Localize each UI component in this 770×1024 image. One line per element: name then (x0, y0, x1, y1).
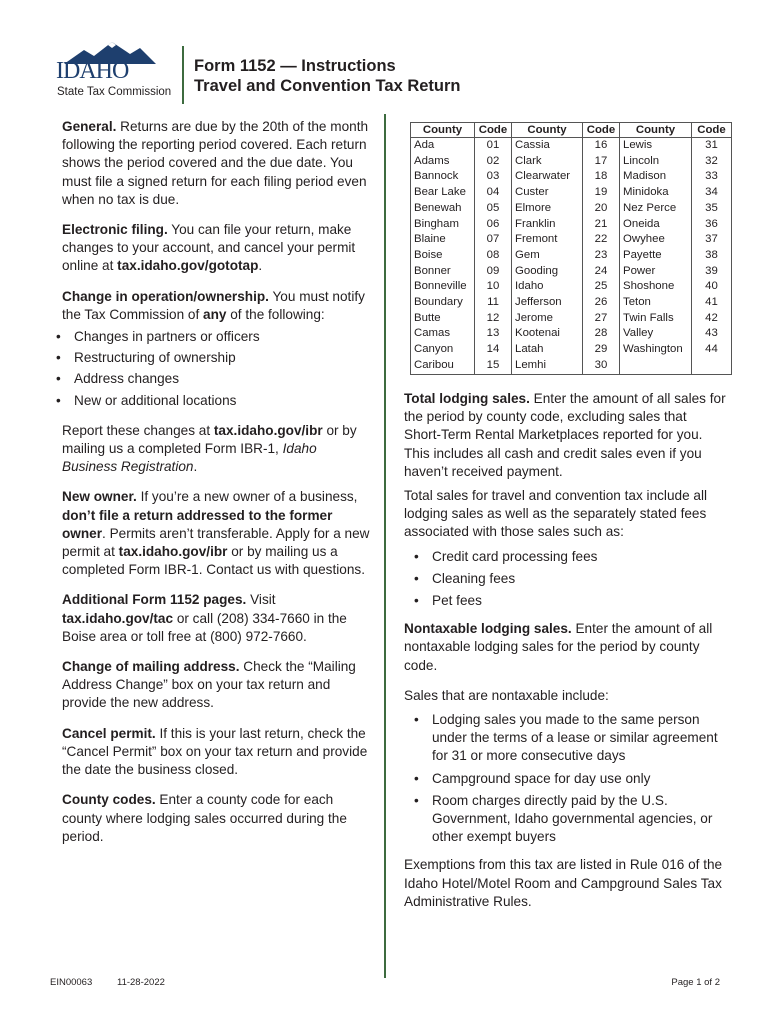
county-name-cell: Bannock (411, 169, 475, 185)
county-name-cell: Caribou (411, 358, 475, 374)
county-code-cell: 32 (692, 154, 732, 170)
right-column (404, 390, 726, 917)
county-code-cell: 17 (583, 154, 620, 170)
county-code-cell: 03 (475, 169, 512, 185)
ibr-link[interactable]: tax.idaho.gov/ibr (213, 422, 323, 438)
county-name-cell: Washington (620, 342, 692, 358)
fee-list (404, 548, 726, 611)
change-ownership-section: Change in operation/ownership. You must notify the Tax Commission of any of the following: (62, 288, 365, 322)
county-code-cell: 26 (583, 295, 620, 311)
county-code-cell: 01 (475, 138, 512, 154)
county-code-cell: 19 (583, 185, 620, 201)
column-divider (384, 114, 386, 978)
table-row (411, 358, 732, 374)
county-name-cell: Custer (512, 185, 583, 201)
column-header: Code (583, 123, 620, 138)
county-code-cell: 15 (475, 358, 512, 374)
form-id: EIN00063 (50, 977, 93, 988)
county-code-cell: 27 (583, 311, 620, 327)
county-name-cell: Cassia (512, 138, 583, 154)
county-code-cell: 11 (475, 295, 512, 311)
title-line-1: Form 1152 — Instructions (194, 57, 396, 75)
county-code-cell: 09 (475, 264, 512, 280)
electronic-filing-section: Electronic filing. You can file your return, make changes to your account, and cancel your permit online at tax.idaho.gov/gototap. (62, 222, 356, 274)
county-name-cell: Power (620, 264, 692, 280)
county-code-cell: 06 (475, 217, 512, 233)
county-name-cell: Fremont (512, 232, 583, 248)
page-number: Page 1 of 2 (671, 977, 720, 988)
county-code-cell: 43 (692, 326, 732, 342)
revision-date: 11-28-2022 (117, 977, 165, 988)
column-header: Code (475, 123, 512, 138)
gototap-link[interactable]: tax.idaho.gov/gototap (117, 258, 259, 274)
list-item: • Address changes (52, 370, 372, 388)
total-sales-intro: Total sales for travel and convention tax include all lodging sales as well as the separately stated fees associated with those sales such as: (404, 488, 708, 540)
county-code-cell: 36 (692, 217, 732, 233)
ibr-link-2[interactable]: tax.idaho.gov/ibr (118, 544, 228, 560)
list-item: • Restructuring of ownership (52, 349, 372, 367)
table-row (411, 232, 732, 248)
county-name-cell (620, 358, 692, 374)
total-lodging-section: Total lodging sales. Enter the amount of all sales for the period by county code, excluding sales that Short-Term Rental Marketplaces reported for you. This includes all cash and credit sales even if you haven’t received payment. (404, 391, 726, 479)
table-row (411, 217, 732, 233)
table-row (411, 326, 732, 342)
page-title (194, 56, 461, 96)
county-name-cell: Butte (411, 311, 475, 327)
county-name-cell: Adams (411, 154, 475, 170)
county-name-cell: Idaho (512, 279, 583, 295)
county-code-cell: 21 (583, 217, 620, 233)
list-item: • New or additional locations (52, 392, 372, 410)
county-name-cell: Lincoln (620, 154, 692, 170)
exemptions-text: Exemptions from this tax are listed in Rule 016 of the Idaho Hotel/Motel Room and Campground Sales Tax Administrative Rules. (404, 857, 723, 909)
county-code-cell: 42 (692, 311, 732, 327)
county-code-cell: 16 (583, 138, 620, 154)
county-name-cell: Bingham (411, 217, 475, 233)
table-row (411, 185, 732, 201)
county-name-cell: Bonneville (411, 279, 475, 295)
county-code-cell: 31 (692, 138, 732, 154)
county-code-table (410, 122, 732, 375)
county-name-cell: Jerome (512, 311, 583, 327)
new-owner-section: New owner. If you’re a new owner of a business, don’t file a return addressed to the former owner. Permits aren’t transferable. Apply for a new permit at tax.idaho.gov/ibr or by mailing us a completed Form IBR-1. Contact us with questions. (62, 489, 370, 578)
county-name-cell: Payette (620, 248, 692, 264)
county-name-cell: Benewah (411, 201, 475, 217)
county-code-cell: 30 (583, 358, 620, 374)
header-divider (182, 46, 184, 104)
table-row (411, 169, 732, 185)
mailing-address-section: Change of mailing address. Check the “Mailing Address Change” box on your tax return and provide the new address. (62, 659, 356, 711)
list-item: • Room charges directly paid by the U.S. Government, Idaho governmental agencies, or other exempt buyers (404, 792, 726, 847)
general-section: General. Returns are due by the 20th of the month following the reporting period covered. Each return shows the period covered and the due date. You must file a signed return for each filing period even when no tax is due. (62, 119, 369, 207)
county-name-cell: Bear Lake (411, 185, 475, 201)
county-name-cell: Clark (512, 154, 583, 170)
tac-link[interactable]: tax.idaho.gov/tac (62, 610, 174, 626)
table-row (411, 264, 732, 280)
county-code-cell: 04 (475, 185, 512, 201)
table-row (411, 279, 732, 295)
county-codes-section: County codes. Enter a county code for each county where lodging sales occurred during the period. (62, 792, 347, 844)
county-name-cell: Camas (411, 326, 475, 342)
county-code-cell: 14 (475, 342, 512, 358)
county-name-cell: Canyon (411, 342, 475, 358)
county-code-cell: 33 (692, 169, 732, 185)
county-code-cell: 38 (692, 248, 732, 264)
county-code-cell: 22 (583, 232, 620, 248)
county-table-body (411, 138, 732, 375)
title-line-2: Travel and Convention Tax Return (194, 77, 461, 95)
county-code-cell: 24 (583, 264, 620, 280)
county-name-cell: Jefferson (512, 295, 583, 311)
county-name-cell: Teton (620, 295, 692, 311)
list-item: • Pet fees (404, 592, 726, 610)
county-name-cell: Madison (620, 169, 692, 185)
cancel-permit-section: Cancel permit. If this is your last return, check the “Cancel Permit” box on your tax return and provide the date the business closed. (62, 725, 368, 778)
table-row (411, 138, 732, 154)
table-row (411, 311, 732, 327)
column-header: Code (692, 123, 732, 138)
list-item: • Lodging sales you made to the same person under the terms of a lease or similar agreement for 31 or more consecutive days (404, 711, 726, 766)
county-code-cell (692, 358, 732, 374)
table-row (411, 248, 732, 264)
idaho-logo (50, 40, 176, 102)
county-name-cell: Latah (512, 342, 583, 358)
county-code-cell: 25 (583, 279, 620, 295)
county-code-cell: 41 (692, 295, 732, 311)
county-code-cell: 35 (692, 201, 732, 217)
nontaxable-section: Nontaxable lodging sales. Enter the amount of all nontaxable lodging sales for the period by county code. (404, 621, 713, 673)
left-column (62, 118, 372, 858)
county-name-cell: Ada (411, 138, 475, 154)
county-code-cell: 13 (475, 326, 512, 342)
county-code-cell: 34 (692, 185, 732, 201)
column-header: County (512, 123, 583, 138)
county-code-cell: 20 (583, 201, 620, 217)
report-changes-text: Report these changes at tax.idaho.gov/ibr or by mailing us a completed Form IBR-1, Idaho Business Registration. (62, 422, 357, 475)
county-name-cell: Gem (512, 248, 583, 264)
county-code-cell: 18 (583, 169, 620, 185)
county-name-cell: Twin Falls (620, 311, 692, 327)
table-row (411, 342, 732, 358)
county-code-cell: 10 (475, 279, 512, 295)
list-item: • Credit card processing fees (404, 548, 726, 566)
list-item: • Cleaning fees (404, 570, 726, 588)
county-name-cell: Valley (620, 326, 692, 342)
county-code-cell: 28 (583, 326, 620, 342)
county-name-cell: Gooding (512, 264, 583, 280)
county-code-cell: 29 (583, 342, 620, 358)
county-code-cell: 40 (692, 279, 732, 295)
county-name-cell: Lemhi (512, 358, 583, 374)
table-row (411, 201, 732, 217)
county-code-cell: 37 (692, 232, 732, 248)
nontaxable-list (404, 711, 726, 846)
county-name-cell: Blaine (411, 232, 475, 248)
county-name-cell: Lewis (620, 138, 692, 154)
county-name-cell: Oneida (620, 217, 692, 233)
logo-subtitle: State Tax Commission (57, 86, 172, 98)
column-header: County (411, 123, 475, 138)
nontaxable-intro: Sales that are nontaxable include: (404, 687, 609, 703)
county-code-cell: 07 (475, 232, 512, 248)
county-name-cell: Boise (411, 248, 475, 264)
county-code-cell: 05 (475, 201, 512, 217)
county-name-cell: Boundary (411, 295, 475, 311)
county-name-cell: Franklin (512, 217, 583, 233)
table-row (411, 154, 732, 170)
list-item: • Campground space for day use only (404, 770, 726, 788)
county-name-cell: Clearwater (512, 169, 583, 185)
county-name-cell: Elmore (512, 201, 583, 217)
county-code-cell: 08 (475, 248, 512, 264)
logo-wordmark: IDAHO (56, 58, 129, 84)
county-name-cell: Bonner (411, 264, 475, 280)
list-item: • Changes in partners or officers (52, 328, 372, 346)
county-name-cell: Nez Perce (620, 201, 692, 217)
county-name-cell: Minidoka (620, 185, 692, 201)
table-row (411, 295, 732, 311)
column-header: County (620, 123, 692, 138)
county-name-cell: Shoshone (620, 279, 692, 295)
additional-pages-section: Additional Form 1152 pages. Visit tax.idaho.gov/tac or call (208) 334-7660 in the Boise area or toll free at (800) 972-7660. (62, 592, 347, 644)
county-code-cell: 12 (475, 311, 512, 327)
change-list (52, 328, 372, 410)
county-name-cell: Kootenai (512, 326, 583, 342)
table-header-row (411, 123, 732, 138)
county-code-cell: 44 (692, 342, 732, 358)
county-code-cell: 23 (583, 248, 620, 264)
county-name-cell: Owyhee (620, 232, 692, 248)
county-code-cell: 39 (692, 264, 732, 280)
county-code-cell: 02 (475, 154, 512, 170)
